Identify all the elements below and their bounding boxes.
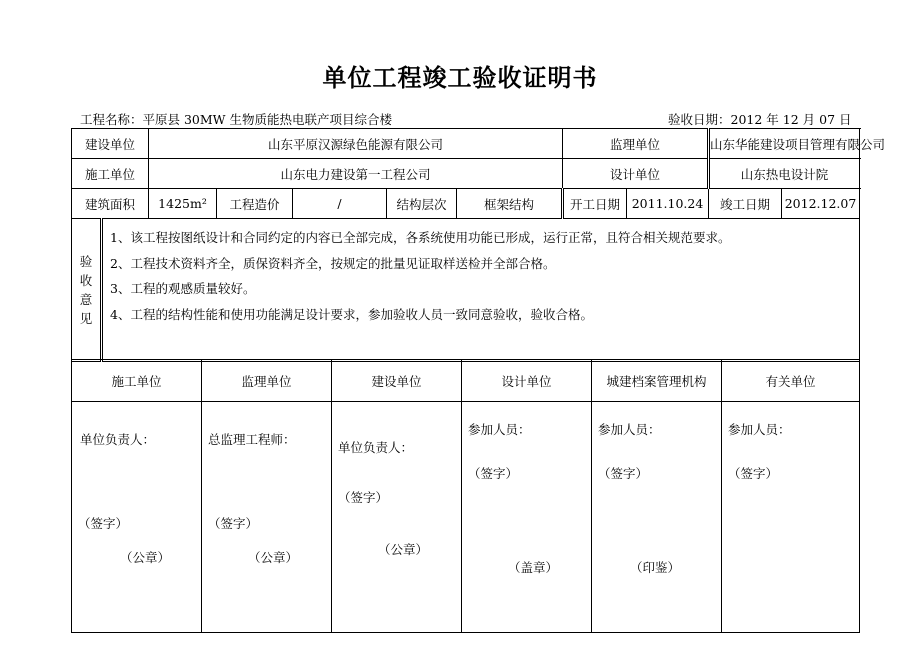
sig-seal-label: （公章）	[120, 550, 171, 565]
sig-cell-builder	[332, 402, 462, 633]
start-date-value: 2011.10.24	[627, 189, 709, 219]
sig-person-label: 单位负责人：	[338, 440, 414, 455]
sig-sign-label: （签字）	[468, 466, 519, 481]
end-date-label: 竣工日期	[709, 189, 782, 219]
sig-header-supervisor: 监理单位	[202, 360, 332, 402]
sig-header-archive: 城建档案管理机构	[592, 360, 722, 402]
sig-cell-related	[722, 402, 860, 633]
document-title: 单位工程竣工验收证明书	[322, 64, 598, 92]
sig-header-contractor: 施工单位	[72, 360, 202, 402]
sig-person-label: 总监理工程师：	[208, 432, 296, 447]
supervisor-label: 监理单位	[563, 129, 709, 159]
opinion-line: 4、工程的结构性能和使用功能满足设计要求，参加验收人员一致同意验收，验收合格。	[110, 306, 593, 322]
end-date-value: 2012.12.07	[782, 189, 860, 219]
sig-person-label: 参加人员：	[598, 422, 661, 437]
sig-sign-label: （签字）	[208, 516, 259, 531]
contractor-value: 山东电力建设第一工程公司	[149, 159, 563, 189]
opinion-line: 3、工程的观感质量较好。	[110, 281, 256, 296]
structure-value: 框架结构	[457, 189, 563, 219]
sig-cell-designer	[462, 402, 592, 633]
opinion-label-char: 见	[79, 311, 93, 326]
area-label: 建筑面积	[72, 189, 149, 219]
cost-value: /	[293, 189, 387, 219]
sig-seal-label: （印鉴）	[630, 560, 681, 575]
opinion-text	[102, 219, 860, 362]
contractor-label: 施工单位	[72, 159, 149, 189]
acceptance-date: 验收日期：2012 年 12 月 07 日	[668, 112, 852, 127]
opinion-label	[72, 219, 102, 362]
sig-sign-label: （签字）	[728, 466, 779, 481]
opinion-line: 2、工程技术资料齐全，质保资料齐全，按规定的批量见证取样送检并全部合格。	[110, 255, 556, 271]
opinion-line: 1、该工程按图纸设计和合同约定的内容已全部完成，各系统使用功能已形成，运行正常，且符合相关规范要求。	[110, 230, 731, 245]
area-value: 1425m²	[149, 189, 217, 219]
sig-sign-label: （签字）	[78, 516, 129, 531]
signature-table	[71, 359, 860, 633]
start-date-label: 开工日期	[563, 189, 627, 219]
sig-seal-label: （公章）	[248, 550, 299, 565]
sig-cell-supervisor	[202, 402, 332, 633]
sig-header-builder: 建设单位	[332, 360, 462, 402]
sig-header-designer: 设计单位	[462, 360, 592, 402]
sig-person-label: 参加人员：	[728, 422, 791, 437]
opinion-label-char: 验	[79, 254, 93, 269]
supervisor-value: 山东华能建设项目管理有限公司	[709, 129, 860, 159]
structure-label: 结构层次	[387, 189, 457, 219]
sig-header-related: 有关单位	[722, 360, 860, 402]
sig-seal-label: （公章）	[378, 542, 429, 557]
builder-label: 建设单位	[72, 129, 149, 159]
designer-value: 山东热电设计院	[709, 159, 860, 189]
sig-sign-label: （签字）	[598, 466, 649, 481]
designer-label: 设计单位	[563, 159, 709, 189]
project-name: 工程名称：平原县 30MW 生物质能热电联产项目综合楼	[80, 112, 393, 127]
sig-cell-archive	[592, 402, 722, 633]
cost-label: 工程造价	[217, 189, 293, 219]
info-table	[71, 128, 886, 362]
sig-person-label: 单位负责人：	[80, 432, 156, 447]
builder-value: 山东平原汉源绿色能源有限公司	[149, 129, 563, 159]
opinion-label-char: 收	[79, 273, 93, 288]
sig-sign-label: （签字）	[338, 490, 389, 505]
sig-seal-label: （盖章）	[508, 560, 559, 575]
sig-person-label: 参加人员：	[468, 422, 531, 437]
sig-cell-contractor	[72, 402, 202, 633]
opinion-label-char: 意	[79, 292, 93, 307]
